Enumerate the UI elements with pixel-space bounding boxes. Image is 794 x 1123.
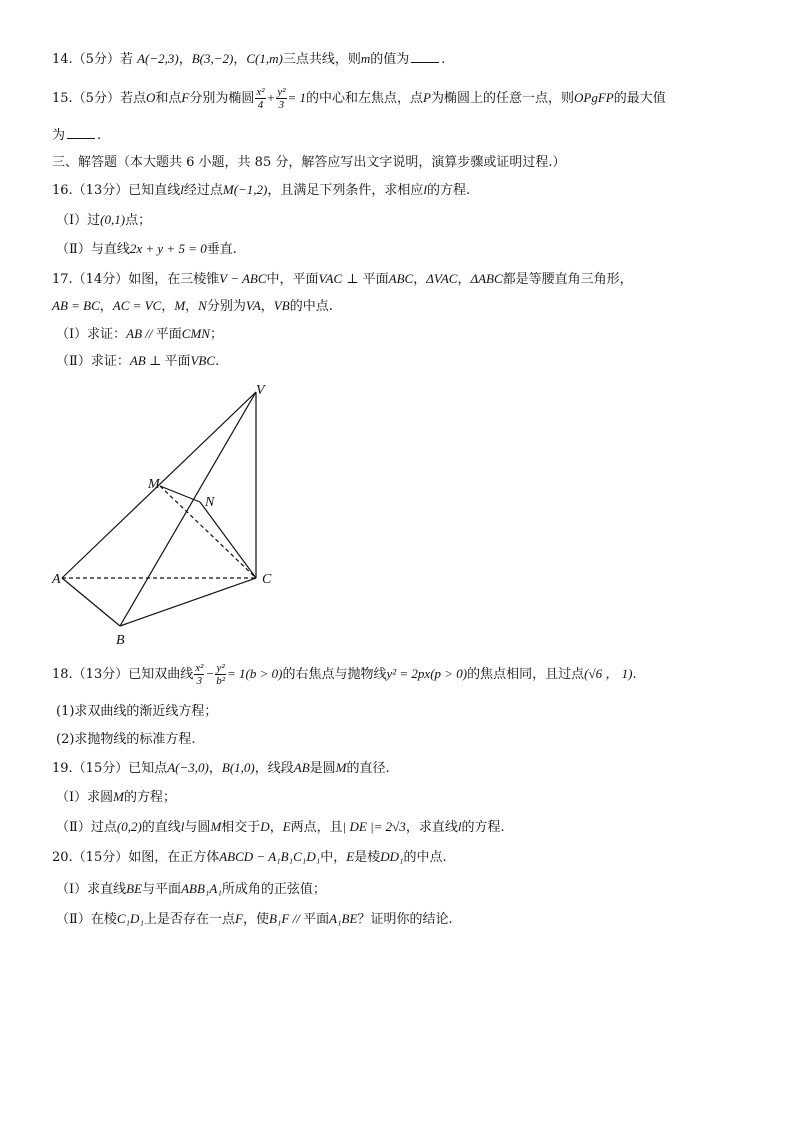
garbled-vector-expression: OPgFP (574, 90, 614, 105)
segment-nc (200, 502, 256, 578)
question-20-part1: （Ⅰ）求直线BE与平面ABB₁A₁所成角的正弦值； (56, 881, 326, 897)
point-b: B(3,−2) (191, 51, 234, 66)
q15-number: 15.（5分） (52, 91, 120, 106)
question-17-line2: AB = BC，AC = VC，M，N分别为VA，VB的中点. (52, 298, 333, 314)
question-16-part2: （Ⅱ）与直线2x + y + 5 = 0垂直. (56, 241, 237, 257)
label-b: B (116, 633, 125, 648)
point-a: A(−2,3) (137, 51, 179, 66)
label-c: C (262, 572, 272, 587)
pyramid-figure (50, 378, 290, 648)
edge-vb (120, 392, 256, 626)
question-18: 18.（13分）已知双曲线 $\frac{\text{x²}}{3}$ − $\frac{\text{y²}}{\text{b²}}$ = 1(b > 0)的右焦点与抛物线y² = 2px(p > 0)的焦点相同，且过点(√6 ， 1). (52, 662, 637, 687)
edge-ab (62, 578, 120, 626)
question-15: 15.（5分）若点O和点F分别为椭圆 $\frac{\text{x²}}{4}$ + $\frac{\text{y²}}{3}$ = 1的中心和左焦点，点P为椭圆上的任意一点，则OPgFP的最大值 (52, 86, 666, 111)
question-19-part1: （Ⅰ）求圆M的方程； (56, 789, 177, 805)
fraction-y2-3: $\frac{\text{y²}}{3}$ (277, 86, 286, 111)
question-16: 16.（13分）已知直线l经过点M(−1,2)，且满足下列条件，求相应l的方程. (52, 182, 471, 198)
question-19-part2: （Ⅱ）过点(0,2)的直线l与圆M相交于D，E两点，且| DE |= 2√3，求直线l的方程. (56, 819, 505, 835)
fraction-y2-b2: $\frac{\text{y²}}{\text{b²}}$ (216, 662, 226, 687)
question-19: 19.（15分）已知点A(−3,0)，B(1,0)，线段AB是圆M的直径. (52, 760, 390, 776)
label-m: M (148, 477, 160, 492)
question-17-part1: （Ⅰ）求证：AB // 平面CMN； (56, 326, 223, 342)
label-v: V (256, 383, 265, 398)
edge-bc (120, 578, 256, 626)
question-20-part2: （Ⅱ）在棱C₁D₁上是否存在一点F，使B₁F // 平面A₁BE？证明你的结论. (56, 911, 453, 927)
point-c: C(1,m) (246, 51, 283, 66)
segment-mn (160, 486, 200, 502)
question-15-line2: 为 . (52, 128, 102, 143)
question-14: 14.（5分）若 A(−2,3)，B(3,−2)，C(1,m)三点共线，则m的值为 . (52, 51, 446, 67)
fraction-x2-3: $\frac{\text{x²}}{3}$ (195, 662, 204, 687)
question-17-part2: （Ⅱ）求证：AB ⊥ 平面VBC. (56, 353, 220, 369)
section-title: 三、解答题（本大题共 6 小题，共 85 分，解答应写出文字说明，演算步骤或证明过程.） (52, 155, 566, 170)
question-20: 20.（15分）如图，在正方体ABCD − A₁B₁C₁D₁中，E是棱DD₁的中点. (52, 849, 447, 865)
fraction-x2-4: $\frac{\text{x²}}{4}$ (256, 86, 265, 111)
question-17: 17.（14分）如图，在三棱锥V − ABC中，平面VAC ⊥ 平面ABC，ΔVAC，ΔABC都是等腰直角三角形， (52, 271, 633, 287)
answer-blank (411, 50, 439, 63)
q14-number: 14.（5分） (52, 52, 120, 67)
label-n: N (205, 495, 215, 510)
answer-blank (67, 126, 95, 139)
question-18-part1: (1)求双曲线的渐近线方程； (56, 704, 218, 719)
question-18-part2: (2)求抛物线的标准方程. (56, 732, 196, 747)
question-16-part1: （Ⅰ）过(0,1)点； (56, 212, 152, 228)
label-a: A (52, 572, 61, 587)
